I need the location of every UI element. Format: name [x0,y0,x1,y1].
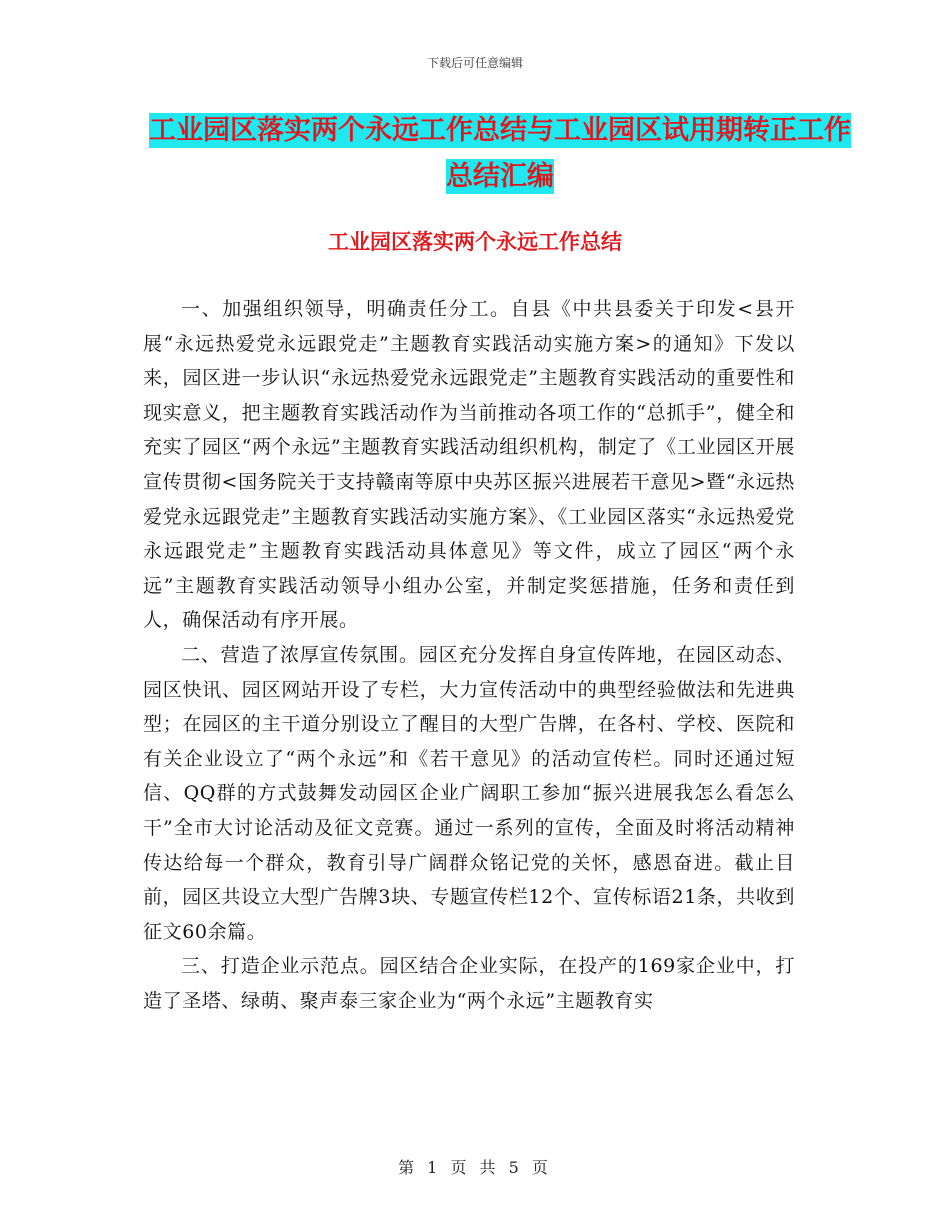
document-title-highlight: 工业园区落实两个永远工作总结与工业园区试用期转正工作总结汇编 [149,115,851,192]
paragraph-2: 二、营造了浓厚宣传氛围。园区充分发挥自身宣传阵地，在园区动态、园区快讯、园区网站开设了专栏，大力宣传活动中的典型经验做法和先进典型；在园区的主干道分别设立了醒目的大型广告牌，在各村、学校、医院和有关企业设立了“两个永远”和《若干意见》的活动宣传栏。同时还通过短信、QQ群的方式鼓舞发动园区企业广阔职工参加“振兴进展我怎么看怎么干”全市大讨论活动及征文竞赛。通过一系列的宣传，全面及时将活动精神传达给每一个群众，教育引导广阔群众铭记党的关怀，感恩奋进。截止目前，园区共设立大型广告牌3块、专题宣传栏12个、宣传标语21条，共收到征文60余篇。 [143,643,795,943]
section-title: 工业园区落实两个永远工作总结 [328,230,622,254]
page-footer: 第 1 页 共 5 页 [398,1158,552,1177]
document-body [143,292,795,1018]
document-title [140,108,860,200]
paragraph-1: 一、加强组织领导，明确责任分工。自县《中共县委关于印发<县开展“永远热爱党永远跟党走”主题教育实践活动实施方案>的通知》下发以来，园区进一步认识“永远热爱党永远跟党走”主题教育实践活动的重要性和现实意义，把主题教育实践活动作为当前推动各项工作的“总抓手”，健全和充实了园区“两个永远”主题教育实践活动组织机构，制定了《工业园区开展宣传贯彻<国务院关于支持赣南等原中央苏区振兴进展若干意见>暨“永远热爱党永远跟党走”主题教育实践活动实施方案》、《工业园区落实“永远热爱党永远跟党走”主题教育实践活动具体意见》等文件，成立了园区“两个永远”主题教育实践活动领导小组办公室，并制定奖惩措施，任务和责任到人，确保活动有序开展。 [143,298,795,632]
header-note: 下载后可任意编辑 [426,56,523,70]
paragraph-3: 三、打造企业示范点。园区结合企业实际，在投产的169家企业中，打造了圣塔、绿萌、聚声泰三家企业为“两个永远”主题教育实 [143,955,795,1012]
